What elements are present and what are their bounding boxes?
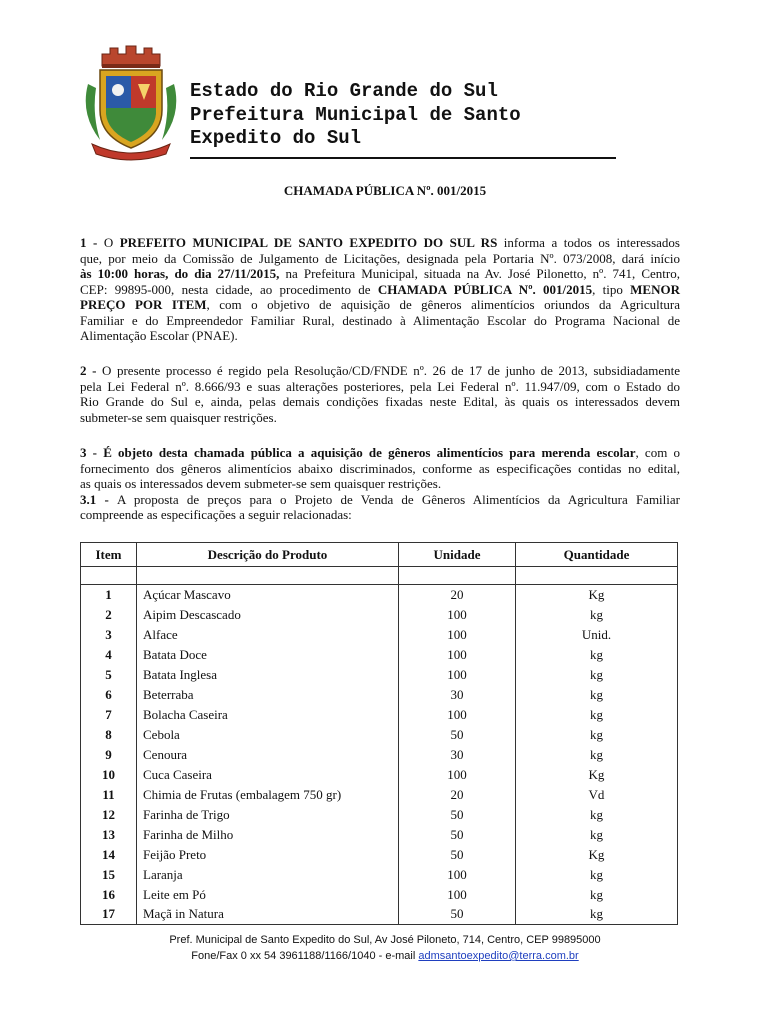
cell-quantity: kg <box>516 665 678 685</box>
cell-quantity: kg <box>516 905 678 925</box>
text-run: fornecimento dos gêneros alimentícios abaixo discriminados, conforme as especificações contidas no edital, <box>80 460 680 476</box>
text-run: na Prefeitura Municipal, situada na Av. José Pilonetto, nº. 741, Centro, <box>279 266 680 281</box>
header-quantity: Quantidade <box>516 543 678 567</box>
cell-item-number: 10 <box>81 765 137 785</box>
table-row <box>81 645 678 665</box>
text-run-bold: CHAMADA PÚBLICA Nº. 001/2015 <box>377 281 593 297</box>
cell-item-number: 3 <box>81 625 137 645</box>
header-line-1: Estado do Rio Grande do Sul <box>190 80 498 102</box>
table-row <box>81 825 678 845</box>
table-row <box>81 785 678 805</box>
cell-item-number: 5 <box>81 665 137 685</box>
cell-item-number: 16 <box>81 885 137 905</box>
cell-unit: 50 <box>399 905 516 925</box>
table-row <box>81 765 678 785</box>
cell-quantity: kg <box>516 725 678 745</box>
cell-description: Feijão Preto <box>137 845 399 865</box>
cell-description: Açúcar Mascavo <box>137 585 399 605</box>
table-header-row <box>81 543 678 567</box>
clause-number: 1 - <box>80 235 104 250</box>
text-run: as quais os interessados devem submeter-se sem quaisquer restrições. <box>80 476 442 491</box>
cell-item-number: 17 <box>81 905 137 925</box>
footer-phone: Fone/Fax 0 xx 54 3961188/1166/1040 - e-mail <box>191 950 419 962</box>
cell-description: Chimia de Frutas (embalagem 750 gr) <box>137 785 399 805</box>
text-run: compreende as especificações a seguir relacionadas: <box>80 507 352 522</box>
cell-unit: 100 <box>399 705 516 725</box>
cell-item-number: 9 <box>81 745 137 765</box>
section-1-line <box>80 313 680 329</box>
cell-unit: 20 <box>399 585 516 605</box>
text-run: , com o objetivo de aquisição de gêneros alimentícios oriundos da Agricultura <box>206 297 680 312</box>
cell-quantity: kg <box>516 825 678 845</box>
cell-description: Leite em Pó <box>137 885 399 905</box>
cell-quantity: Vd <box>516 785 678 805</box>
cell-quantity: kg <box>516 685 678 705</box>
table-row <box>81 625 678 645</box>
cell-quantity: kg <box>516 705 678 725</box>
table-row <box>81 805 678 825</box>
cell-description: Maçã in Natura <box>137 905 399 925</box>
table-row <box>81 845 678 865</box>
cell-unit: 30 <box>399 685 516 705</box>
table-row <box>81 685 678 705</box>
text-run: informa a todos os interessados <box>497 235 680 250</box>
section-3 <box>80 445 680 523</box>
cell-description: Batata Inglesa <box>137 665 399 685</box>
table-row <box>81 905 678 925</box>
spacer-cell <box>399 567 516 585</box>
text-run: CEP: 99895-000, nesta cidade, ao procedimento de <box>80 281 378 297</box>
text-run: Rio Grande do Sul e, ainda, pelas demais condições fixadas neste Edital, às quais os interessados devem <box>80 394 680 409</box>
section-2-line <box>80 410 680 426</box>
cell-description: Farinha de Milho <box>137 825 399 845</box>
cell-description: Beterraba <box>137 685 399 705</box>
text-run: submeter-se sem quaisquer restrições. <box>80 409 277 425</box>
product-table <box>80 542 678 925</box>
cell-description: Aipim Descascado <box>137 605 399 625</box>
cell-quantity: Kg <box>516 585 678 605</box>
text-run: A proposta de preços para o Projeto de Venda de Gêneros Alimentícios da Agricultura Familiar <box>117 491 680 507</box>
municipality-header <box>190 80 616 159</box>
table-row <box>81 745 678 765</box>
email-link[interactable]: admsantoexpedito@terra.com.br <box>418 950 579 962</box>
cell-unit: 100 <box>399 605 516 625</box>
cell-quantity: kg <box>516 605 678 625</box>
cell-description: Cuca Caseira <box>137 765 399 785</box>
table-row <box>81 885 678 905</box>
spacer-cell <box>516 567 678 585</box>
section-3-line <box>80 476 680 492</box>
section-1-line <box>80 282 680 298</box>
table-row <box>81 865 678 885</box>
cell-item-number: 15 <box>81 865 137 885</box>
table-row <box>81 605 678 625</box>
text-run-bold: MENOR <box>630 281 680 297</box>
section-1-line <box>80 266 680 282</box>
cell-unit: 50 <box>399 805 516 825</box>
text-run: que, por meio da Comissão de Julgamento de Licitações, designada pela Portaria Nº. 073/2008, dará início <box>80 250 680 266</box>
cell-unit: 50 <box>399 845 516 865</box>
document-title: CHAMADA PÚBLICA Nº. 001/2015 <box>283 183 487 198</box>
cell-item-number: 8 <box>81 725 137 745</box>
section-3-line <box>80 445 680 461</box>
section-3-line <box>80 492 680 508</box>
table-row <box>81 705 678 725</box>
cell-quantity: kg <box>516 645 678 665</box>
cell-unit: 20 <box>399 785 516 805</box>
cell-unit: 100 <box>399 625 516 645</box>
cell-quantity: Kg <box>516 765 678 785</box>
cell-quantity: Kg <box>516 845 678 865</box>
text-run: Familiar e do Empreendedor Familiar Rural, destinado à Alimentação Escolar do Programa Nacional de <box>80 312 680 328</box>
section-3-line <box>80 507 680 523</box>
cell-unit: 100 <box>399 765 516 785</box>
cell-description: Bolacha Caseira <box>137 705 399 725</box>
text-run: , com o <box>635 445 680 460</box>
text-run: , tipo <box>592 281 631 297</box>
cell-item-number: 7 <box>81 705 137 725</box>
spacer-cell <box>137 567 399 585</box>
table-body <box>81 585 678 925</box>
header-line-3: Expedito do Sul <box>190 127 362 149</box>
clause-number: 3.1 - <box>80 491 117 507</box>
text-run: O presente processo é regido pela Resolução/CD/FNDE nº. 26 de 17 de junho de 2013, subsidiadamente <box>102 363 680 378</box>
cell-unit: 50 <box>399 825 516 845</box>
footer-address: Pref. Municipal de Santo Expedito do Sul, Av José Piloneto, 714, Centro, CEP 99895000 <box>169 934 601 946</box>
cell-quantity: kg <box>516 885 678 905</box>
section-1-line <box>80 251 680 267</box>
header-line-2: Prefeitura Municipal de Santo <box>190 103 521 126</box>
cell-quantity: Unid. <box>516 625 678 645</box>
text-run: O <box>103 235 120 250</box>
page-footer <box>0 932 770 964</box>
footer-contact <box>0 948 770 964</box>
text-run-bold: 3 - É objeto desta chamada pública a aquisição de gêneros alimentícios para merenda escolar <box>80 445 636 460</box>
cell-description: Alface <box>137 625 399 645</box>
section-2-line <box>80 394 680 410</box>
cell-item-number: 11 <box>81 785 137 805</box>
clause-number: 2 - <box>80 363 102 378</box>
text-run-bold: PREFEITO MUNICIPAL DE SANTO EXPEDITO DO SUL RS <box>119 235 498 250</box>
cell-unit: 50 <box>399 725 516 745</box>
header-unit: Unidade <box>399 543 516 567</box>
cell-unit: 100 <box>399 885 516 905</box>
cell-item-number: 13 <box>81 825 137 845</box>
cell-description: Farinha de Trigo <box>137 805 399 825</box>
section-2-line <box>80 379 680 395</box>
section-2 <box>80 363 680 425</box>
cell-unit: 100 <box>399 645 516 665</box>
header-item: Item <box>81 543 137 567</box>
cell-quantity: kg <box>516 745 678 765</box>
section-3-line <box>80 461 680 477</box>
cell-item-number: 6 <box>81 685 137 705</box>
cell-unit: 100 <box>399 865 516 885</box>
cell-quantity: kg <box>516 865 678 885</box>
section-1 <box>80 235 680 344</box>
section-1-line <box>80 235 680 251</box>
table-spacer-row <box>81 567 678 585</box>
cell-item-number: 4 <box>81 645 137 665</box>
cell-description: Batata Doce <box>137 645 399 665</box>
section-1-line <box>80 328 680 344</box>
header-description: Descrição do Produto <box>137 543 399 567</box>
text-run: Alimentação Escolar (PNAE). <box>80 328 238 343</box>
cell-description: Cenoura <box>137 745 399 765</box>
table-row <box>81 585 678 605</box>
cell-description: Cebola <box>137 725 399 745</box>
cell-unit: 30 <box>399 745 516 765</box>
text-run: pela Lei Federal nº. 8.666/93 e suas alterações posteriores, pela Lei Federal nº. 11.947/09, com o Estado do <box>80 378 680 394</box>
cell-description: Laranja <box>137 865 399 885</box>
cell-quantity: kg <box>516 805 678 825</box>
cell-item-number: 12 <box>81 805 137 825</box>
coat-of-arms-icon <box>78 44 184 162</box>
table-row <box>81 665 678 685</box>
cell-item-number: 2 <box>81 605 137 625</box>
section-2-line <box>80 363 680 379</box>
cell-item-number: 14 <box>81 845 137 865</box>
text-run-bold: PREÇO POR ITEM <box>80 297 207 312</box>
section-1-line <box>80 297 680 313</box>
table-row <box>81 725 678 745</box>
cell-item-number: 1 <box>81 585 137 605</box>
text-run-bold: às 10:00 horas, do dia 27/11/2015, <box>80 266 280 281</box>
cell-unit: 100 <box>399 665 516 685</box>
spacer-cell <box>81 567 137 585</box>
